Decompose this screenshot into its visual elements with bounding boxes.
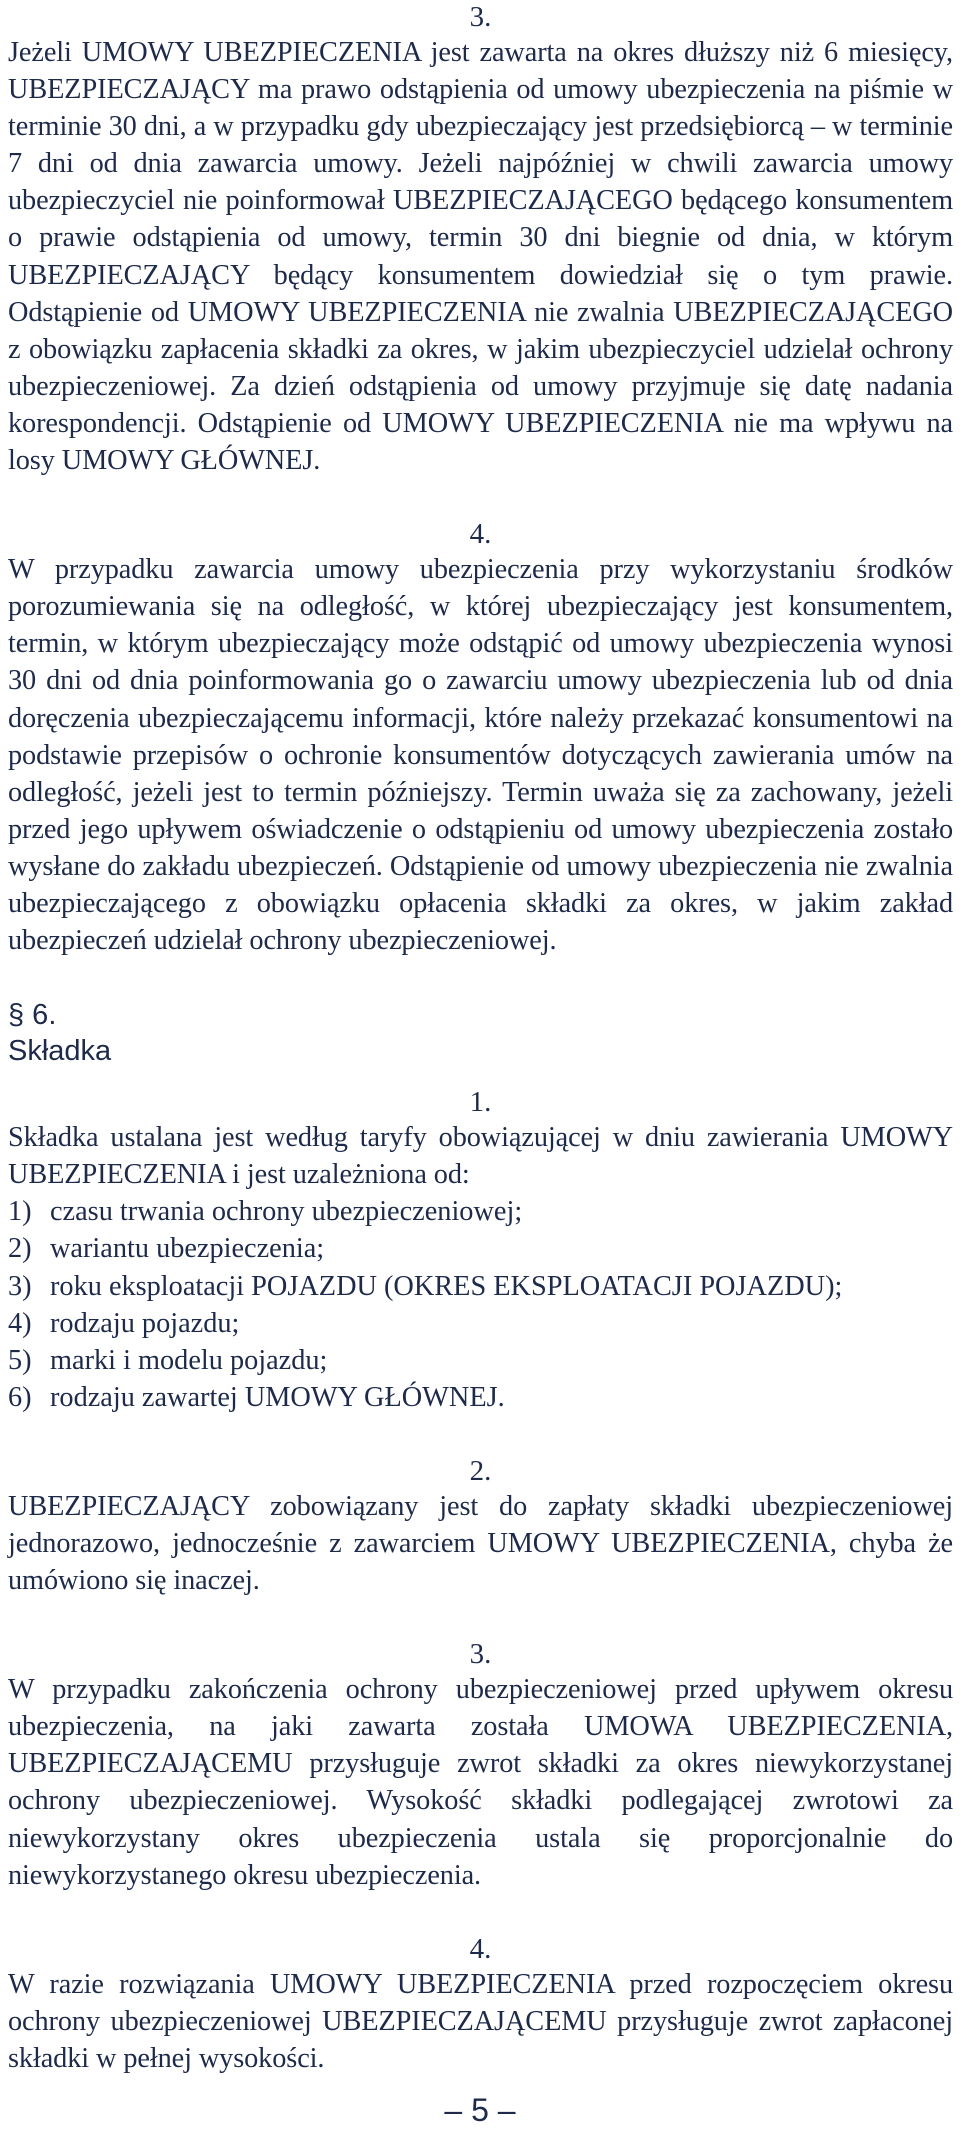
section-title: Składka xyxy=(8,1035,112,1068)
spacer xyxy=(8,959,953,997)
page-content xyxy=(8,0,953,2077)
premium-factors-list xyxy=(8,1193,953,1416)
paragraph-full-refund: W razie rozwiązania UMOWY UBEZPIECZENIA przed rozpoczęciem okresu ochrony ubezpieczeniowej UBEZPIECZAJĄCEMU przysługuje zwrot zapłaconej składki w pełnej wysokości. xyxy=(8,1968,953,2074)
paragraph-number: 2. xyxy=(469,1454,492,1487)
spacer xyxy=(8,1416,953,1454)
paragraph-premium-payment: UBEZPIECZAJĄCY zobowiązany jest do zapłaty składki ubezpieczeniowej jednorazowo, jednocześnie z zawarciem UMOWY UBEZPIECZENIA, chyba że umówiono się inaczej. xyxy=(8,1490,953,1597)
page-number: – 5 – xyxy=(444,2092,516,2128)
spacer xyxy=(8,1599,953,1637)
list-item: 4) rodzaju pojazdu; xyxy=(8,1307,240,1339)
paragraph-number: 1. xyxy=(469,1086,492,1119)
paragraph-number: 3. xyxy=(469,1,492,33)
list-item: 5) marki i modelu pojazdu; xyxy=(8,1344,328,1376)
paragraph-premium-refund: W przypadku zakończenia ochrony ubezpieczeniowej przed upływem okresu ubezpieczenia, na jaki zawarta została UMOWA UBEZPIECZENIA, UBEZPIECZAJĄCEMU przysługuje zwrot składki za okres niewykorzystanej ochrony ubezpieczeniowej. Wysokość składki podlegającej zwrotowi za niewykorzystany okres ubezpieczenia ustala się proporcjonalnie do niewykorzystanego okresu ubezpieczenia. xyxy=(8,1674,953,1891)
paragraph-number: 4. xyxy=(469,518,492,551)
list-item: 3) roku eksploatacji POJAZDU (OKRES EKSPLOATACJI POJAZDU); xyxy=(8,1270,843,1302)
paragraph-distance-contract: W przypadku zawarcia umowy ubezpieczenia przy wykorzystaniu środków porozumiewania się na odległość, w której ubezpieczający jest konsumentem, termin, w którym ubezpieczający może odstąpić od umowy ubezpieczenia wynosi 30 dni od dnia poinformowania go o zawarciu umowy ubezpieczenia lub od dnia doręczenia ubezpieczającemu informacji, które należy przekazać konsumentowi na podstawie przepisów o ochronie konsumentów dotyczących zawierania umów na odległość, jeżeli jest to termin późniejszy. Termin uważa się za zachowany, jeżeli przed jego upływem oświadczenie o odstąpieniu od umowy ubezpieczenia zostało wysłane do zakładu ubezpieczeń. Odstąpienie od umowy ubezpieczenia nie zwalnia ubezpieczającego z obowiązku opłacenia składki za okres, w jakim zakład ubezpieczeń udzielał ochrony ubezpieczeniowej. xyxy=(8,554,953,957)
paragraph-premium-tariff: Składka ustalana jest według taryfy obowiązującej w dniu zawierania UMOWY UBEZPIECZENIA i jest uzależniona od: xyxy=(8,1122,953,1191)
list-item: 2) wariantu ubezpieczenia; xyxy=(8,1233,325,1265)
list-item: 1) czasu trwania ochrony ubezpieczeniowej; xyxy=(8,1196,523,1228)
paragraph-number: 4. xyxy=(469,1932,492,1965)
spacer xyxy=(8,479,953,517)
list-item: 6) rodzaju zawartej UMOWY GŁÓWNEJ. xyxy=(8,1381,505,1413)
paragraph-withdrawal-term: Jeżeli UMOWY UBEZPIECZENIA jest zawarta na okres dłuższy niż 6 miesięcy, UBEZPIECZAJĄCY ma prawo odstąpienia od umowy ubezpieczenia na piśmie w terminie 30 dni, a w przypadku gdy ubezpieczający jest przedsiębiorcą – w terminie 7 dni od dnia zawarcia umowy. Jeżeli najpóźniej w chwili zawarcia umowy ubezpieczyciel nie poinformował UBEZPIECZAJĄCEGO będącego konsumentem o prawie odstąpienia od umowy, termin 30 dni biegnie od dnia, w którym UBEZPIECZAJĄCY będący konsumentem dowiedział się o tym prawie. Odstąpienie od UMOWY UBEZPIECZENIA nie zwalnia UBEZPIECZAJĄCEGO z obowiązku zapłacenia składki za okres, w jakim ubezpieczyciel udzielał ochrony ubezpieczeniowej. Za dzień odstąpienia od umowy przyjmuje się datę nadania korespondencji. Odstąpienie od UMOWY UBEZPIECZENIA nie ma wpływu na losy UMOWY GŁÓWNEJ. xyxy=(8,37,953,477)
spacer xyxy=(8,1069,953,1085)
spacer xyxy=(8,1894,953,1932)
section-symbol: § 6. xyxy=(8,999,57,1032)
paragraph-number: 3. xyxy=(469,1638,492,1671)
